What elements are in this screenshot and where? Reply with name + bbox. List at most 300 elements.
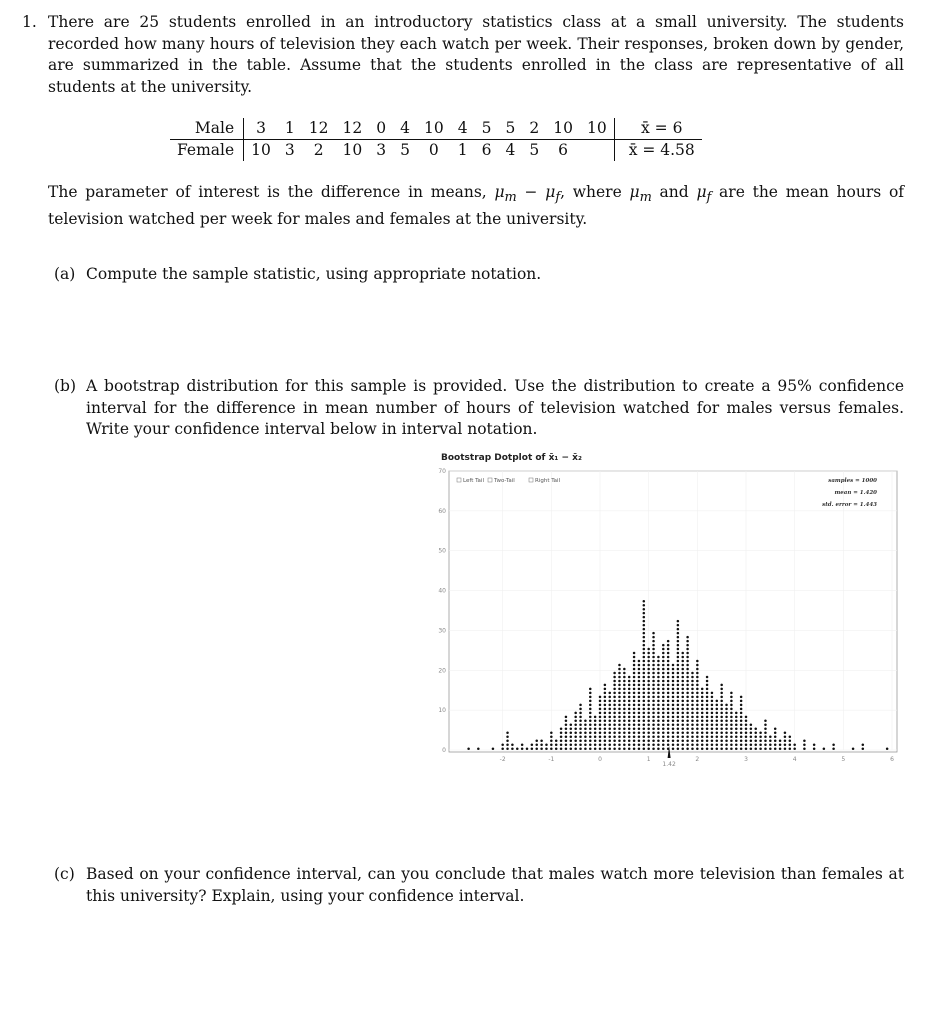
dot <box>589 720 592 723</box>
dot <box>779 743 782 746</box>
dot <box>764 747 767 750</box>
dot <box>701 704 704 707</box>
dot <box>784 747 787 750</box>
dot <box>501 747 504 750</box>
dot <box>501 743 504 746</box>
dot <box>681 692 684 695</box>
dot <box>720 747 723 750</box>
parameter-text-start: The parameter of interest is the difference in means, <box>48 183 495 201</box>
dot <box>589 700 592 703</box>
dot <box>681 680 684 683</box>
dot <box>657 688 660 691</box>
dot <box>725 728 728 731</box>
dot <box>628 692 631 695</box>
dot <box>647 728 650 731</box>
dot <box>706 688 709 691</box>
dot <box>638 704 641 707</box>
dot <box>711 732 714 735</box>
dot <box>701 724 704 727</box>
dot <box>759 732 762 735</box>
dot <box>594 724 597 727</box>
dot <box>716 735 719 738</box>
dot <box>531 743 534 746</box>
dot <box>657 656 660 659</box>
dot <box>696 672 699 675</box>
dot <box>691 672 694 675</box>
dot <box>521 747 524 750</box>
dot <box>730 708 733 711</box>
dot <box>545 747 548 750</box>
dot <box>696 724 699 727</box>
dot <box>691 676 694 679</box>
dot <box>745 739 748 742</box>
dot <box>686 676 689 679</box>
dot <box>633 684 636 687</box>
dot <box>560 739 563 742</box>
part-c-label: (c) <box>54 865 75 883</box>
dot <box>764 739 767 742</box>
dot <box>667 664 670 667</box>
dot <box>599 743 602 746</box>
dot <box>706 692 709 695</box>
female-cell: 5 <box>529 141 540 159</box>
dot <box>720 696 723 699</box>
dot <box>506 732 509 735</box>
dot <box>677 728 680 731</box>
dot <box>633 728 636 731</box>
dot <box>706 696 709 699</box>
dot <box>720 704 723 707</box>
dot <box>633 668 636 671</box>
dot <box>716 720 719 723</box>
dot <box>686 735 689 738</box>
dot <box>618 688 621 691</box>
dot <box>662 747 665 750</box>
dot <box>618 672 621 675</box>
mu-f-symbol: μ <box>545 183 556 201</box>
dot <box>643 636 646 639</box>
dot <box>764 720 767 723</box>
dot <box>730 716 733 719</box>
dot <box>720 735 723 738</box>
dot <box>667 648 670 651</box>
dot <box>667 676 670 679</box>
dot <box>681 652 684 655</box>
dot <box>750 735 753 738</box>
dot <box>681 720 684 723</box>
female-cell: 1 <box>457 141 468 159</box>
dot <box>599 747 602 750</box>
male-cell: 2 <box>522 118 546 140</box>
dot <box>677 656 680 659</box>
dot <box>477 747 480 750</box>
dot <box>570 732 573 735</box>
mu-f-subscript: f <box>706 190 712 206</box>
dot <box>618 747 621 750</box>
female-cell: 4 <box>505 141 516 159</box>
dot <box>667 680 670 683</box>
dot <box>643 648 646 651</box>
dot <box>774 732 777 735</box>
dot <box>711 720 714 723</box>
dot <box>599 720 602 723</box>
dot <box>599 716 602 719</box>
dot <box>570 735 573 738</box>
dot <box>677 664 680 667</box>
dot <box>535 739 538 742</box>
dot <box>643 620 646 623</box>
male-cell: 4 <box>451 118 475 140</box>
dot <box>574 735 577 738</box>
dot <box>594 732 597 735</box>
dot <box>686 644 689 647</box>
dot <box>677 712 680 715</box>
dot <box>750 724 753 727</box>
dot <box>740 700 743 703</box>
dot <box>560 728 563 731</box>
dot <box>677 743 680 746</box>
right-tail-label: Right Tail <box>535 478 561 484</box>
dot <box>662 656 665 659</box>
dot <box>672 680 675 683</box>
dot <box>608 747 611 750</box>
dot <box>667 660 670 663</box>
dot <box>716 712 719 715</box>
dot <box>574 728 577 731</box>
dot <box>628 728 631 731</box>
male-cell: 3 <box>244 118 278 140</box>
dot <box>672 692 675 695</box>
dot <box>613 724 616 727</box>
dot <box>647 716 650 719</box>
dot <box>628 676 631 679</box>
dot <box>686 648 689 651</box>
dot <box>604 688 607 691</box>
hours-table <box>170 118 702 161</box>
dot <box>681 664 684 667</box>
dot <box>672 684 675 687</box>
dot <box>628 712 631 715</box>
dot <box>681 716 684 719</box>
dot <box>696 680 699 683</box>
dot <box>579 732 582 735</box>
dot <box>754 735 757 738</box>
dot <box>672 664 675 667</box>
dot <box>677 708 680 711</box>
dot <box>789 739 792 742</box>
dot <box>652 696 655 699</box>
dot <box>638 660 641 663</box>
dot <box>740 716 743 719</box>
dot <box>506 735 509 738</box>
dot <box>618 743 621 746</box>
part-b-text: A bootstrap distribution for this sample is provided. Use the distribution to create a 95% confidence interval for the difference in mean number of hours of television watched for males versus females. Write your confidence interval below in interval notation. <box>86 377 904 438</box>
dot <box>594 747 597 750</box>
male-label: Male <box>170 118 244 140</box>
dot <box>745 732 748 735</box>
dot <box>701 708 704 711</box>
dot <box>579 724 582 727</box>
dot <box>745 747 748 750</box>
dot <box>691 700 694 703</box>
dot <box>628 684 631 687</box>
std-error-stat: std. error = 1.443 <box>822 502 877 508</box>
dot <box>701 692 704 695</box>
dot <box>686 656 689 659</box>
dot <box>725 720 728 723</box>
dot <box>759 747 762 750</box>
two-tail-checkbox[interactable] <box>488 478 492 482</box>
dot <box>686 696 689 699</box>
dot <box>618 732 621 735</box>
dot <box>647 735 650 738</box>
dot <box>672 728 675 731</box>
dot <box>643 652 646 655</box>
dot <box>701 688 704 691</box>
dot <box>735 735 738 738</box>
dot <box>633 696 636 699</box>
dot <box>657 724 660 727</box>
dot <box>672 708 675 711</box>
dot <box>672 668 675 671</box>
dot <box>589 739 592 742</box>
dot <box>691 720 694 723</box>
dot <box>706 743 709 746</box>
dot <box>764 724 767 727</box>
dot <box>740 739 743 742</box>
dot <box>750 747 753 750</box>
dot <box>647 704 650 707</box>
mean-stat: mean = 1.420 <box>834 490 877 496</box>
dot <box>657 672 660 675</box>
dot <box>686 739 689 742</box>
dot <box>613 747 616 750</box>
dot <box>550 747 553 750</box>
dot <box>662 716 665 719</box>
dot <box>672 735 675 738</box>
dot <box>652 712 655 715</box>
dot <box>677 644 680 647</box>
dot <box>662 732 665 735</box>
dot <box>725 708 728 711</box>
dot <box>647 712 650 715</box>
dot <box>570 724 573 727</box>
dot <box>667 735 670 738</box>
dot <box>672 724 675 727</box>
dot <box>706 735 709 738</box>
dot <box>657 680 660 683</box>
dot <box>604 728 607 731</box>
dot <box>667 728 670 731</box>
left-tail-checkbox[interactable] <box>457 478 461 482</box>
dot <box>686 652 689 655</box>
dot <box>730 743 733 746</box>
dot <box>745 720 748 723</box>
dot <box>608 724 611 727</box>
dot <box>686 668 689 671</box>
samples-stat: samples = 1000 <box>828 478 877 484</box>
dot <box>638 664 641 667</box>
dot <box>686 664 689 667</box>
dot <box>604 747 607 750</box>
dot <box>657 664 660 667</box>
dot <box>652 743 655 746</box>
dot <box>774 743 777 746</box>
female-cell: 6 <box>481 141 492 159</box>
dot <box>696 747 699 750</box>
dot <box>623 692 626 695</box>
dot <box>764 735 767 738</box>
dot <box>540 739 543 742</box>
dot <box>789 743 792 746</box>
dot <box>560 747 563 750</box>
dot <box>604 684 607 687</box>
dot <box>643 747 646 750</box>
dot <box>618 696 621 699</box>
dot <box>604 708 607 711</box>
dot <box>701 732 704 735</box>
dot <box>657 720 660 723</box>
male-cell: 12 <box>302 118 336 140</box>
dot <box>604 739 607 742</box>
dot <box>691 743 694 746</box>
dot <box>618 720 621 723</box>
dot <box>701 739 704 742</box>
dot <box>793 743 796 746</box>
dot <box>643 600 646 603</box>
dot <box>667 704 670 707</box>
x-tick-label: 5 <box>841 756 846 763</box>
dot <box>725 739 728 742</box>
dot <box>638 692 641 695</box>
x-tick-label: 6 <box>890 756 894 763</box>
dot <box>613 735 616 738</box>
dot <box>672 672 675 675</box>
dot <box>720 712 723 715</box>
dot <box>584 732 587 735</box>
dot <box>662 728 665 731</box>
dot <box>745 728 748 731</box>
dot <box>638 732 641 735</box>
dot <box>667 696 670 699</box>
dot <box>701 735 704 738</box>
dot <box>613 732 616 735</box>
dot <box>613 696 616 699</box>
dot <box>574 720 577 723</box>
dot <box>574 732 577 735</box>
dot <box>604 696 607 699</box>
x-axis-ticks <box>500 756 894 763</box>
dot <box>511 747 514 750</box>
dot <box>730 747 733 750</box>
dot <box>720 732 723 735</box>
dot <box>706 739 709 742</box>
dot <box>652 640 655 643</box>
dot <box>604 704 607 707</box>
male-cell: 4 <box>393 118 417 140</box>
dot <box>681 712 684 715</box>
dot <box>579 739 582 742</box>
dot <box>584 728 587 731</box>
y-tick-label: 60 <box>438 507 446 515</box>
dot <box>623 728 626 731</box>
female-cell <box>580 140 614 162</box>
dot <box>589 712 592 715</box>
dot <box>696 743 699 746</box>
dot <box>735 728 738 731</box>
dot <box>662 676 665 679</box>
dot <box>696 720 699 723</box>
dot <box>725 735 728 738</box>
dot <box>706 732 709 735</box>
dot <box>643 604 646 607</box>
dot <box>647 720 650 723</box>
dot <box>589 704 592 707</box>
dot <box>730 712 733 715</box>
dot <box>589 696 592 699</box>
dot <box>769 747 772 750</box>
dot <box>652 747 655 750</box>
dot <box>628 696 631 699</box>
dot <box>633 680 636 683</box>
dot <box>643 700 646 703</box>
y-tick-label: 20 <box>438 667 446 675</box>
right-tail-checkbox[interactable] <box>529 478 533 482</box>
dot <box>759 743 762 746</box>
dot <box>574 724 577 727</box>
dot <box>696 696 699 699</box>
dot <box>638 680 641 683</box>
dot <box>677 632 680 635</box>
dot <box>638 684 641 687</box>
female-cell: 3 <box>376 141 387 159</box>
dot <box>686 724 689 727</box>
dot <box>638 743 641 746</box>
dot <box>711 700 714 703</box>
dot <box>686 732 689 735</box>
dot <box>681 743 684 746</box>
dot <box>686 743 689 746</box>
dot <box>730 724 733 727</box>
dot <box>667 684 670 687</box>
dot <box>677 620 680 623</box>
dot <box>667 743 670 746</box>
dot <box>652 668 655 671</box>
dot <box>686 636 689 639</box>
dot <box>657 732 660 735</box>
dot <box>574 743 577 746</box>
dot <box>647 648 650 651</box>
dot <box>667 668 670 671</box>
dot <box>652 652 655 655</box>
dot <box>633 688 636 691</box>
dot <box>647 692 650 695</box>
dot <box>574 712 577 715</box>
dot <box>623 708 626 711</box>
male-cell: 12 <box>336 118 370 140</box>
dot <box>662 708 665 711</box>
dot <box>652 644 655 647</box>
dot <box>779 747 782 750</box>
dot <box>725 704 728 707</box>
dot <box>716 728 719 731</box>
dot <box>740 747 743 750</box>
dot <box>662 660 665 663</box>
dot <box>657 676 660 679</box>
dot <box>618 680 621 683</box>
dot <box>696 684 699 687</box>
dot <box>711 692 714 695</box>
